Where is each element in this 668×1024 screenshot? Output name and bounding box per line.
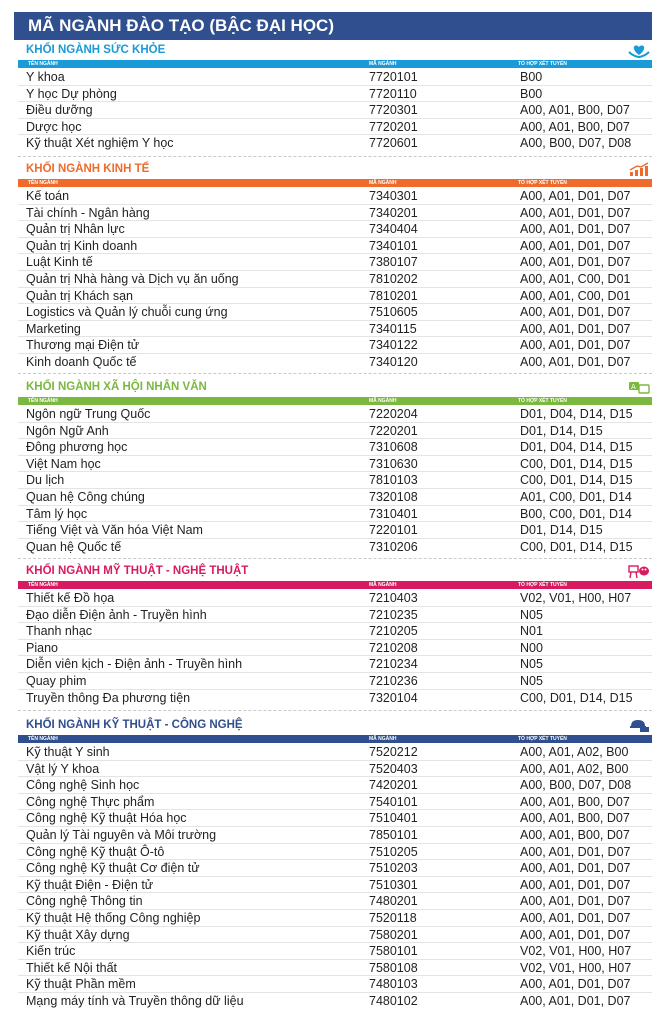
program-name: Thiết kế Đồ họa: [26, 591, 115, 605]
section-title: KHỐI NGÀNH XÃ HỘI NHÂN VĂN: [26, 381, 207, 393]
column-header-code: MÃ NGÀNH: [369, 582, 397, 588]
table-row: [18, 102, 652, 119]
table-row: [18, 522, 652, 539]
program-name: Marketing: [26, 321, 81, 336]
table-row: [18, 690, 652, 707]
table-row: [18, 254, 652, 271]
table-row: [18, 288, 652, 305]
program-name: Du lịch: [26, 473, 65, 488]
section-divider: [18, 156, 652, 157]
subject-combination: N05: [520, 673, 543, 688]
program-code: 7720301: [369, 103, 418, 118]
subject-combination: B00: [520, 70, 543, 84]
subject-combination: D01, D14, D15: [520, 523, 603, 538]
program-code: 7480201: [369, 894, 418, 909]
table-row: [18, 423, 652, 440]
subject-combination: A00, A01, D01, D07: [520, 238, 631, 253]
table-row: [18, 69, 652, 86]
section-title: KHỐI NGÀNH MỸ THUẬT - NGHỆ THUẬT: [26, 565, 249, 577]
subject-combination: A00, A01, A02, B00: [520, 761, 629, 776]
table-row: [18, 656, 652, 673]
subject-combination: A00, A01, C00, D01: [520, 288, 631, 303]
program-name: Kiến trúc: [26, 944, 76, 959]
table-row: [18, 221, 652, 238]
program-name: Piano: [26, 640, 58, 655]
program-name: Kinh doanh Quốc tế: [26, 354, 137, 369]
program-name: Quản trị Kinh doanh: [26, 238, 138, 253]
table-row: [18, 456, 652, 473]
subject-combination: A00, A01, D01, D07: [520, 844, 631, 859]
column-header-name: TÊN NGÀNH: [28, 736, 58, 742]
subject-combination: V02, V01, H00, H07: [520, 591, 632, 605]
table-row: [18, 489, 652, 506]
column-header-code: MÃ NGÀNH: [369, 398, 397, 404]
table-row: [18, 794, 652, 811]
table-row: [18, 640, 652, 657]
subject-combination: C00, D01, D14, D15: [520, 473, 633, 488]
program-code: 7210205: [369, 624, 418, 639]
program-code: 7340115: [369, 321, 417, 336]
program-name: Kỹ thuật Điện - Điện tử: [26, 877, 154, 892]
program-code: 7310608: [369, 440, 418, 455]
subject-combination: A00, A01, D01, D07: [520, 205, 631, 220]
subject-combination: A00, A01, D01, D07: [520, 877, 631, 892]
table-row: [18, 439, 652, 456]
subject-combination: D01, D04, D14, D15: [520, 407, 633, 421]
program-code: 7420201: [369, 778, 418, 793]
program-code: 7210208: [369, 640, 418, 655]
program-code: 7340301: [369, 189, 418, 203]
subject-combination: C00, D01, D14, D15: [520, 456, 633, 471]
subject-combination: A00, A01, D01, D07: [520, 189, 631, 203]
svg-text:A: A: [631, 383, 636, 391]
program-code: 7810202: [369, 271, 418, 286]
column-header-bar: [18, 735, 652, 743]
section-header: [18, 717, 652, 735]
program-code: 7520212: [369, 745, 418, 759]
subject-combination: A00, A01, D01, D07: [520, 354, 631, 369]
subject-combination: A00, A01, D01, D07: [520, 894, 631, 909]
program-code: 7510301: [369, 877, 418, 892]
subject-combination: A00, A01, B00, D07: [520, 811, 630, 826]
subject-combination: A00, A01, D01, D07: [520, 255, 631, 270]
program-code: 7720601: [369, 136, 418, 151]
program-code: 7480103: [369, 977, 418, 992]
column-header-code: MÃ NGÀNH: [369, 180, 397, 186]
program-name: Tiếng Việt và Văn hóa Việt Nam: [26, 523, 203, 538]
program-code: 7520118: [369, 910, 417, 925]
subject-combination: A00, A01, C00, D01: [520, 271, 631, 286]
program-name: Kỹ thuật Xét nghiệm Y học: [26, 136, 174, 151]
program-name: Thanh nhạc: [26, 624, 93, 639]
subject-combination: A00, B00, D07, D08: [520, 778, 632, 793]
program-name: Công nghệ Thực phẩm: [26, 794, 155, 809]
table-row: [18, 777, 652, 794]
column-header-name: TÊN NGÀNH: [28, 398, 58, 404]
program-name: Kế toán: [26, 189, 70, 203]
section-header: [18, 563, 652, 581]
easel-palette-icon: [628, 564, 650, 579]
program-name: Ngôn ngữ Trung Quốc: [26, 407, 151, 421]
table-row: [18, 993, 652, 1010]
section-divider: [18, 710, 652, 711]
subject-combination: N05: [520, 657, 543, 672]
program-name: Việt Nam học: [26, 456, 101, 471]
program-name: Vật lý Y khoa: [26, 761, 100, 776]
program-code: 7510401: [369, 811, 418, 826]
program-code: 7850101: [369, 827, 418, 842]
table-row: [18, 406, 652, 423]
program-name: Y khoa: [26, 70, 65, 84]
table-row: [18, 607, 652, 624]
section-title: KHỐI NGÀNH KỸ THUẬT - CÔNG NGHỆ: [26, 719, 243, 731]
table-row: [18, 238, 652, 255]
table-row: [18, 744, 652, 761]
table-row: [18, 321, 652, 338]
program-code: 7720101: [369, 70, 418, 84]
program-name: Công nghệ Kỹ thuật Ô-tô: [26, 844, 165, 859]
table-row: [18, 910, 652, 927]
table-row: [18, 304, 652, 321]
program-code: 7340120: [369, 354, 418, 369]
heart-hands-icon: [628, 43, 650, 58]
program-name: Truyền thông Đa phương tiện: [26, 690, 191, 705]
program-code: 7580201: [369, 927, 418, 942]
program-code: 7510203: [369, 861, 418, 876]
program-code: 7340101: [369, 238, 418, 253]
subject-combination: A00, A01, B00, D07: [520, 119, 630, 134]
page-title: MÃ NGÀNH ĐÀO TẠO (BẬC ĐẠI HỌC): [14, 12, 652, 40]
subject-combination: D01, D14, D15: [520, 423, 603, 438]
subject-combination: B00: [520, 86, 543, 101]
subject-combination: B00, C00, D01, D14: [520, 506, 632, 521]
program-name: Điều dưỡng: [26, 103, 93, 118]
table-row: [18, 539, 652, 556]
table-row: [18, 877, 652, 894]
program-name: Quản trị Khách sạn: [26, 288, 134, 303]
table-row: [18, 860, 652, 877]
program-name: Công nghệ Thông tin: [26, 894, 143, 909]
table-row: [18, 188, 652, 205]
column-header-bar: [18, 60, 652, 68]
program-code: 7310630: [369, 456, 418, 471]
table-row: [18, 893, 652, 910]
table-row: [18, 135, 652, 152]
table-row: [18, 86, 652, 103]
subject-combination: A00, A01, A02, B00: [520, 745, 629, 759]
subject-combination: A00, B00, D07, D08: [520, 136, 632, 151]
program-name: Luật Kinh tế: [26, 255, 93, 270]
table-row: [18, 810, 652, 827]
program-code: 7510205: [369, 844, 418, 859]
program-code: 7340201: [369, 205, 418, 220]
program-name: Dược học: [26, 119, 82, 134]
subject-combination: A00, A01, D01, D07: [520, 305, 631, 320]
program-name: Quay phim: [26, 673, 87, 688]
table-row: [18, 271, 652, 288]
table-row: [18, 827, 652, 844]
column-header-name: TÊN NGÀNH: [28, 61, 58, 67]
program-code: 7480102: [369, 993, 418, 1008]
subject-combination: A00, A01, D01, D07: [520, 977, 631, 992]
table-row: [18, 976, 652, 993]
subject-combination: A00, A01, D01, D07: [520, 927, 631, 942]
program-code: 7220204: [369, 407, 418, 421]
column-header-bar: [18, 581, 652, 589]
program-name: Quan hệ Quốc tế: [26, 539, 122, 554]
program-code: 7720201: [369, 119, 418, 134]
engineer-icon: [628, 718, 650, 733]
language-icon: [628, 380, 650, 395]
table-row: [18, 927, 652, 944]
column-header-bar: [18, 397, 652, 405]
program-name: Kỹ thuật Y sinh: [26, 745, 110, 759]
section-title: KHỐI NGÀNH KINH TẾ: [26, 163, 150, 175]
program-code: 7380107: [369, 255, 418, 270]
column-header-combo: TỔ HỢP XÉT TUYỂN: [518, 736, 567, 742]
program-code: 7310206: [369, 539, 418, 554]
program-code: 7320104: [369, 690, 418, 705]
table-row: [18, 673, 652, 690]
subject-combination: C00, D01, D14, D15: [520, 539, 633, 554]
table-row: [18, 354, 652, 371]
program-code: 7220201: [369, 423, 418, 438]
subject-combination: N01: [520, 624, 543, 639]
column-header-code: MÃ NGÀNH: [369, 61, 397, 67]
program-name: Công nghệ Kỹ thuật Hóa học: [26, 811, 187, 826]
section-divider: [18, 558, 652, 559]
section-block: [18, 379, 652, 555]
program-name: Quản trị Nhà hàng và Dịch vụ ăn uống: [26, 271, 239, 286]
program-code: 7320108: [369, 489, 418, 504]
section-divider: [18, 373, 652, 374]
program-code: 7520403: [369, 761, 418, 776]
program-code: 7810201: [369, 288, 418, 303]
table-row: [18, 119, 652, 136]
program-code: 7720110: [369, 86, 417, 101]
program-name: Logistics và Quản lý chuỗi cung ứng: [26, 305, 228, 320]
table-row: [18, 960, 652, 977]
subject-combination: A00, A01, D01, D07: [520, 993, 631, 1008]
subject-combination: A00, A01, D01, D07: [520, 338, 631, 353]
table-row: [18, 761, 652, 778]
program-code: 7580101: [369, 944, 418, 959]
program-code: 7220101: [369, 523, 418, 538]
program-code: 7210235: [369, 607, 418, 622]
program-name: Quản lý Tài nguyên và Môi trường: [26, 827, 217, 842]
program-name: Đông phương học: [26, 440, 128, 455]
program-code: 7510605: [369, 305, 418, 320]
program-name: Kỹ thuật Phần mềm: [26, 977, 136, 992]
subject-combination: A00, A01, B00, D07: [520, 103, 630, 118]
section-block: [18, 563, 652, 706]
table-row: [18, 205, 652, 222]
program-code: 7210236: [369, 673, 418, 688]
section-header: [18, 42, 652, 60]
program-code: 7310401: [369, 506, 418, 521]
subject-combination: A00, A01, D01, D07: [520, 910, 631, 925]
column-header-combo: TỔ HỢP XÉT TUYỂN: [518, 582, 567, 588]
program-name: Quan hệ Công chúng: [26, 489, 145, 504]
section-title: KHỐI NGÀNH SỨC KHỎE: [26, 44, 166, 56]
column-header-combo: TỔ HỢP XÉT TUYỂN: [518, 180, 567, 186]
subject-combination: A01, C00, D01, D14: [520, 489, 632, 504]
subject-combination: A00, A01, B00, D07: [520, 794, 630, 809]
column-header-bar: [18, 179, 652, 187]
program-name: Mạng máy tính và Truyền thông dữ liệu: [26, 993, 244, 1008]
subject-combination: A00, A01, B00, D07: [520, 827, 630, 842]
table-row: [18, 590, 652, 607]
column-header-name: TÊN NGÀNH: [28, 582, 58, 588]
section-header: [18, 379, 652, 397]
program-code: 7540101: [369, 794, 418, 809]
program-code: 7340122: [369, 338, 418, 353]
subject-combination: N05: [520, 607, 543, 622]
program-name: Kỹ thuật Xây dựng: [26, 927, 130, 942]
program-code: 7580108: [369, 960, 418, 975]
program-name: Thiết kế Nội thất: [26, 960, 118, 975]
table-row: [18, 472, 652, 489]
subject-combination: A00, A01, D01, D07: [520, 321, 631, 336]
program-name: Tài chính - Ngân hàng: [26, 205, 150, 220]
program-name: Thương mại Điện tử: [26, 338, 140, 353]
program-name: Diễn viên kịch - Điện ảnh - Truyền hình: [26, 657, 243, 672]
program-name: Công nghệ Sinh học: [26, 778, 140, 793]
subject-combination: A00, A01, D01, D07: [520, 222, 631, 237]
bar-chart-icon: [628, 162, 650, 177]
table-row: [18, 943, 652, 960]
section-header: [18, 161, 652, 179]
program-name: Ngôn Ngữ Anh: [26, 423, 109, 438]
program-name: Kỹ thuật Hệ thống Công nghiệp: [26, 910, 201, 925]
section-block: [18, 42, 652, 152]
program-name: Đạo diễn Điện ảnh - Truyền hình: [26, 607, 207, 622]
program-code: 7340404: [369, 222, 418, 237]
table-row: [18, 844, 652, 861]
column-header-combo: TỔ HỢP XÉT TUYỂN: [518, 398, 567, 404]
subject-combination: V02, V01, H00, H07: [520, 960, 632, 975]
section-block: [18, 161, 652, 371]
table-row: [18, 506, 652, 523]
program-name: Tâm lý học: [26, 506, 88, 521]
table-row: [18, 337, 652, 354]
program-name: Y học Dự phòng: [26, 86, 117, 101]
subject-combination: V02, V01, H00, H07: [520, 944, 632, 959]
program-code: 7810103: [369, 473, 418, 488]
program-code: 7210234: [369, 657, 418, 672]
program-code: 7210403: [369, 591, 418, 605]
subject-combination: N00: [520, 640, 543, 655]
subject-combination: C00, D01, D14, D15: [520, 690, 633, 705]
column-header-code: MÃ NGÀNH: [369, 736, 397, 742]
column-header-combo: TỔ HỢP XÉT TUYỂN: [518, 61, 567, 67]
section-block: [18, 717, 652, 1010]
program-name: Công nghệ Kỹ thuật Cơ điện tử: [26, 861, 200, 876]
subject-combination: A00, A01, D01, D07: [520, 861, 631, 876]
column-header-name: TÊN NGÀNH: [28, 180, 58, 186]
program-name: Quản trị Nhân lực: [26, 222, 125, 237]
subject-combination: D01, D04, D14, D15: [520, 440, 633, 455]
table-row: [18, 623, 652, 640]
